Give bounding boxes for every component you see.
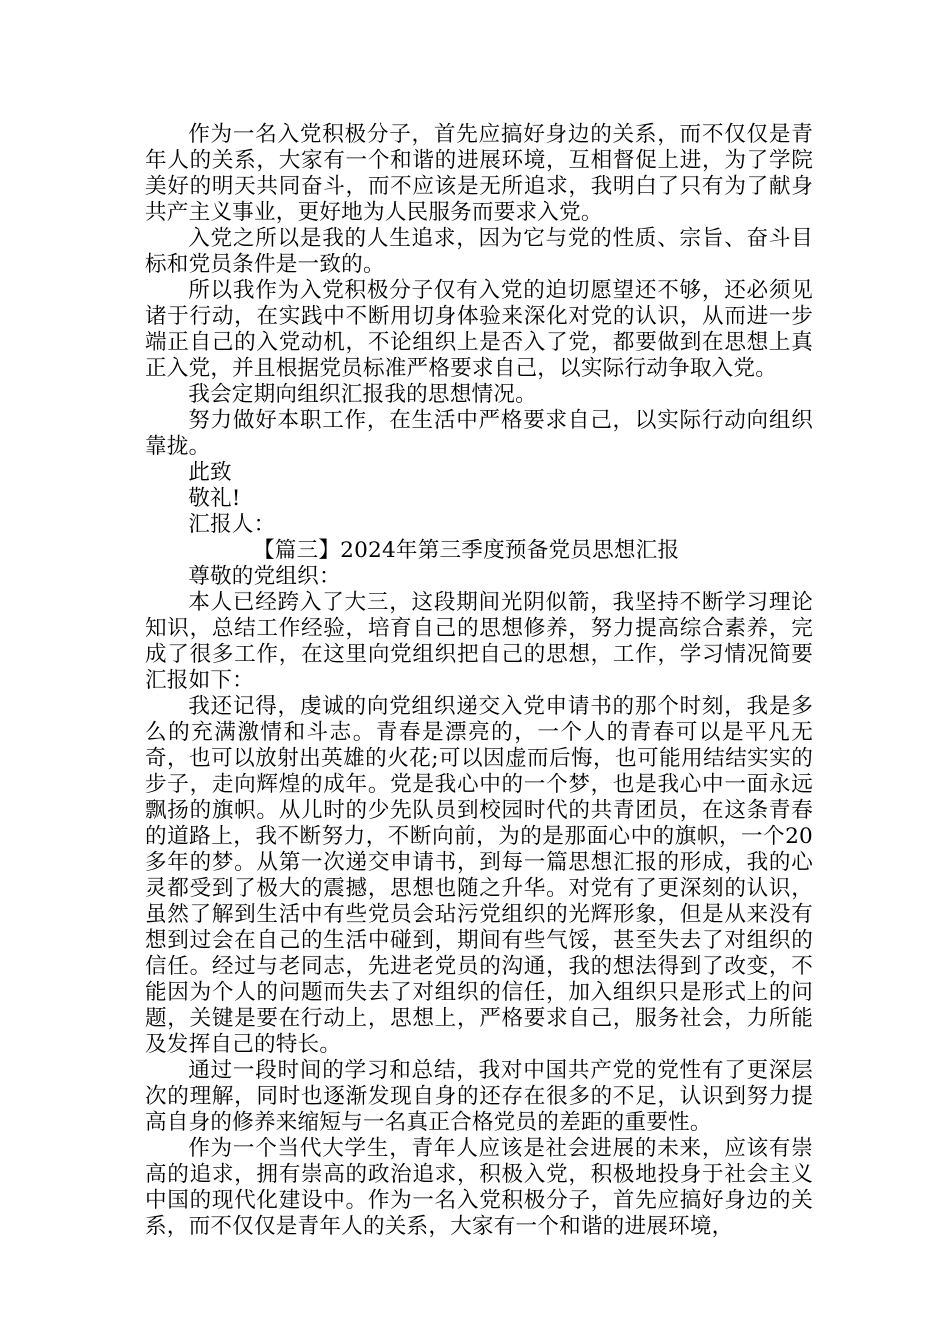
body-paragraph: 本人已经跨入了大三，这段期间光阴似箭，我坚持不断学习理论知识，总结工作经验，培育自己的思想修养，努力提高综合素养，完成了很多工作，在这里向党组织把自己的思想，工作，学习情况简要汇报如下： (145, 590, 813, 693)
body-paragraph: 努力做好本职工作，在生活中严格要求自己，以实际行动向组织靠拢。 (145, 408, 813, 459)
closing-line: 此致 (188, 460, 232, 485)
salutation: 尊敬的党组织： (188, 564, 341, 589)
reporter-label: 汇报人： (188, 512, 276, 537)
closing-regards: 敬礼! (188, 486, 241, 511)
body-paragraph: 我还记得，虔诚的向党组织递交入党申请书的那个时刻，我是多么的充满激情和斗志。青春是漂亮的，一个人的青春可以是平凡无奇，也可以放射出英雄的火花;可以因虚而后悔，也可能用结结实实的步子，走向辉煌的成年。党是我心中的一个梦，也是我心中一面永远飘扬的旗帜。从儿时的少先队员到校园时代的共青团员，在这条青春的道路上，我不断努力，不断向前，为的是那面心中的旗帜，一个20多年的梦。从第一次递交申请书，到每一篇思想汇报的形成，我的心灵都受到了极大的震撼，思想也随之升华。对党有了更深刻的认识，虽然了解到生活中有些党员会玷污党组织的光辉形象，但是从来没有想到过会在自己的生活中碰到，期间有些气馁，甚至失去了对组织的信任。经过与老同志，先进老党员的沟通，我的想法得到了改变，不能因为个人的问题而失去了对组织的信任，加入组织只是形式上的问题，关键是要在行动上，思想上，严格要求自己，服务社会，力所能及发挥自己的特长。 (145, 694, 813, 1057)
body-paragraph: 我会定期向组织汇报我的思想情况。 (188, 382, 537, 407)
document-page (145, 122, 813, 1240)
body-paragraph: 作为一名入党积极分子，首先应搞好身边的关系，而不仅仅是青年人的关系，大家有一个和谐的进展环境，互相督促上进，为了学院美好的明天共同奋斗，而不应该是无所追求，我明白了只有为了献身共产主义事业，更好地为人民服务而要求入党。 (145, 122, 813, 225)
body-paragraph: 入党之所以是我的人生追求，因为它与党的性质、宗旨、奋斗目标和党员条件是一致的。 (145, 226, 813, 277)
body-paragraph: 通过一段时间的学习和总结，我对中国共产党的党性有了更深层次的理解，同时也逐渐发现自身的还存在很多的不足，认识到努力提高自身的修养来缩短与一名真正合格党员的差距的重要性。 (145, 1058, 813, 1135)
body-paragraph: 所以我作为入党积极分子仅有入党的迫切愿望还不够，还必须见诸于行动，在实践中不断用切身体验来深化对党的认识，从而进一步端正自己的入党动机，不论组织上是否入了党，都要做到在思想上真正入党，并且根据党员标准严格要求自己，以实际行动争取入党。 (145, 278, 813, 381)
section-heading: 【篇三】2024年第三季度预备党员思想汇报 (253, 538, 680, 563)
body-paragraph: 作为一个当代大学生，青年人应该是社会进展的未来，应该有崇高的追求，拥有崇高的政治追求，积极入党，积极地投身于社会主义中国的现代化建设中。作为一名入党积极分子，首先应搞好身边的关系，而不仅仅是青年人的关系，大家有一个和谐的进展环境， (145, 1136, 813, 1239)
